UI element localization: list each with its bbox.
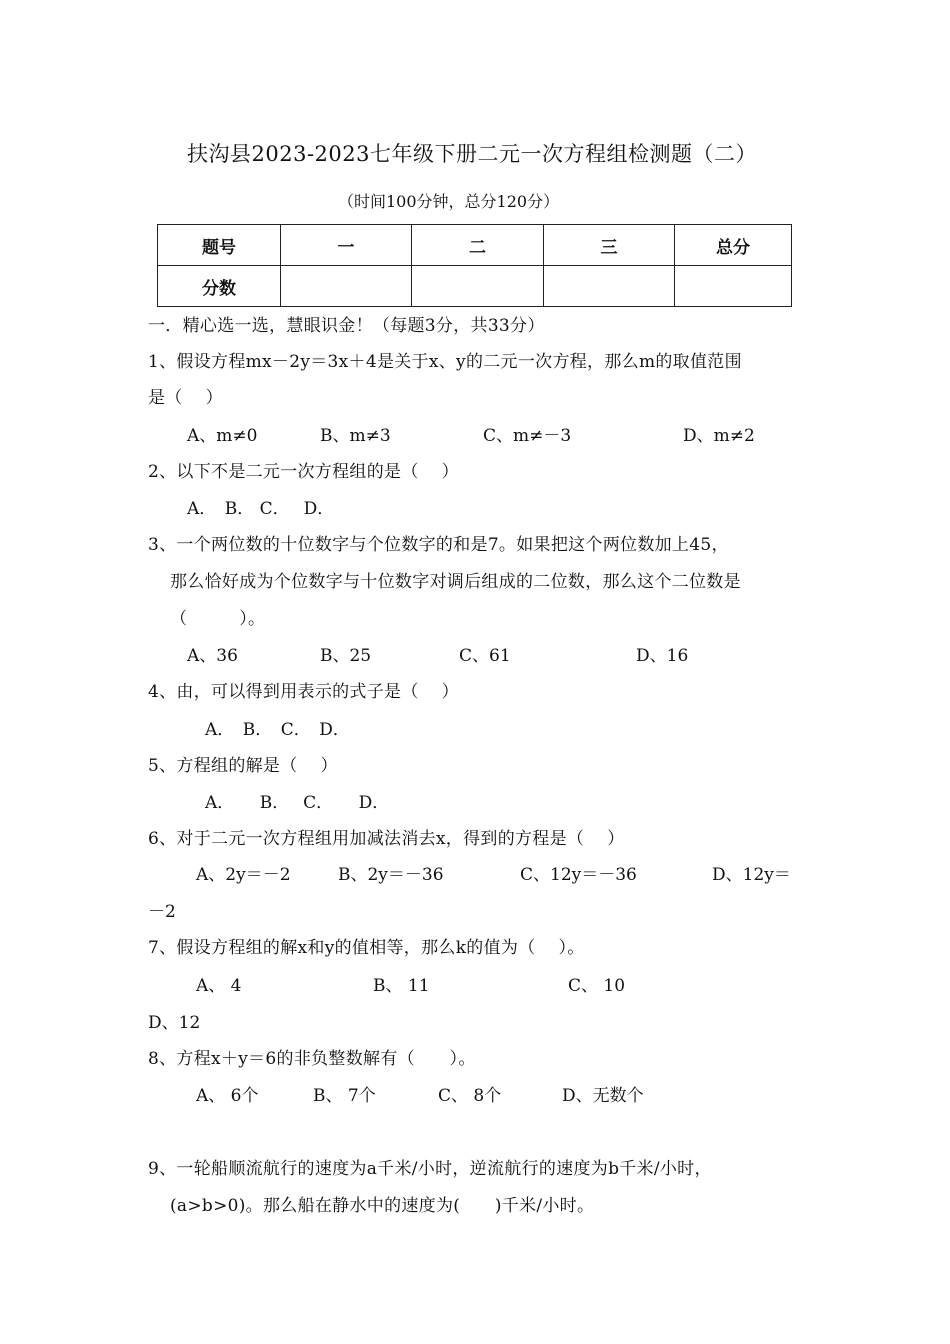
option-b: B、 7个: [313, 1086, 376, 1106]
option-d-continued: －2: [148, 902, 176, 922]
question-1-text-cont: 是（ ）: [148, 388, 223, 408]
option-d: D、12y＝: [712, 865, 791, 885]
section-heading: 一．精心选一选，慧眼识金！（每题3分，共33分）: [148, 316, 545, 336]
table-header-cell: 一: [281, 225, 412, 266]
question-8-text: 8、方程x＋y＝6的非负整数解有（ ）。: [148, 1049, 476, 1069]
option-a: A、 6个: [196, 1086, 259, 1106]
question-5-text: 5、方程组的解是（ ）: [148, 756, 338, 776]
option-a: A、m≠0: [187, 426, 258, 446]
option-b: B、 11: [373, 976, 430, 996]
question-3-text-cont: 那么恰好成为个位数字与十位数字对调后组成的二位数，那么这个二位数是: [170, 572, 741, 592]
option-d: D、12: [148, 1013, 201, 1033]
question-2-options: A． B． C． D．: [187, 499, 335, 519]
option-a: A、36: [187, 646, 238, 666]
question-3-text-cont: （ ）。: [170, 609, 266, 629]
table-row-label: 分数: [158, 266, 281, 307]
exam-info: （时间100分钟，总分120分）: [338, 192, 560, 211]
score-cell[interactable]: [281, 266, 412, 307]
option-c: C、m≠－3: [483, 426, 572, 446]
option-d: D、m≠2: [683, 426, 755, 446]
score-cell[interactable]: [544, 266, 675, 307]
option-c: C、 10: [568, 976, 626, 996]
option-c: C、 8个: [438, 1086, 502, 1106]
option-b: B、25: [320, 646, 372, 666]
question-1-text: 1、假设方程mx－2y＝3x＋4是关于x、y的二元一次方程，那么m的取值范围: [148, 352, 742, 372]
score-cell[interactable]: [675, 266, 792, 307]
question-7-text: 7、假设方程组的解x和y的值相等，那么k的值为（ ）。: [148, 938, 585, 958]
question-2-text: 2、以下不是二元一次方程组的是（ ）: [148, 462, 459, 482]
table-header-cell: 题号: [158, 225, 281, 266]
table-header-cell: 三: [544, 225, 675, 266]
question-9-text: 9、一轮船顺流航行的速度为a千米/小时，逆流航行的速度为b千米/小时，: [148, 1159, 712, 1179]
table-header-cell: 二: [412, 225, 544, 266]
question-9-text-cont: (a>b>0)。那么船在静水中的速度为( )千米/小时。: [170, 1196, 595, 1216]
option-d: D、16: [636, 646, 689, 666]
table-row: [158, 266, 792, 307]
option-a: A、 4: [196, 976, 242, 996]
option-a: A、2y＝－2: [196, 865, 291, 885]
option-b: B、2y＝－36: [338, 865, 444, 885]
question-3-text: 3、一个两位数的十位数字与个位数字的和是7。如果把这个两位数加上45，: [148, 535, 729, 555]
option-d: D、无数个: [562, 1086, 644, 1106]
page-title: 扶沟县2023-2023七年级下册二元一次方程组检测题（二）: [187, 142, 757, 166]
table-header-cell: 总分: [675, 225, 792, 266]
option-c: C、12y＝－36: [520, 865, 637, 885]
question-5-options: A． B． C． D．: [205, 793, 390, 813]
option-b: B、m≠3: [320, 426, 391, 446]
option-c: C、61: [459, 646, 511, 666]
score-table: [157, 224, 792, 307]
question-4-options: A． B． C． D．: [205, 720, 350, 740]
question-4-text: 4、由，可以得到用表示的式子是（ ）: [148, 682, 459, 702]
score-cell[interactable]: [412, 266, 544, 307]
table-row: [158, 225, 792, 266]
question-6-text: 6、对于二元一次方程组用加减法消去x，得到的方程是（ ）: [148, 829, 625, 849]
